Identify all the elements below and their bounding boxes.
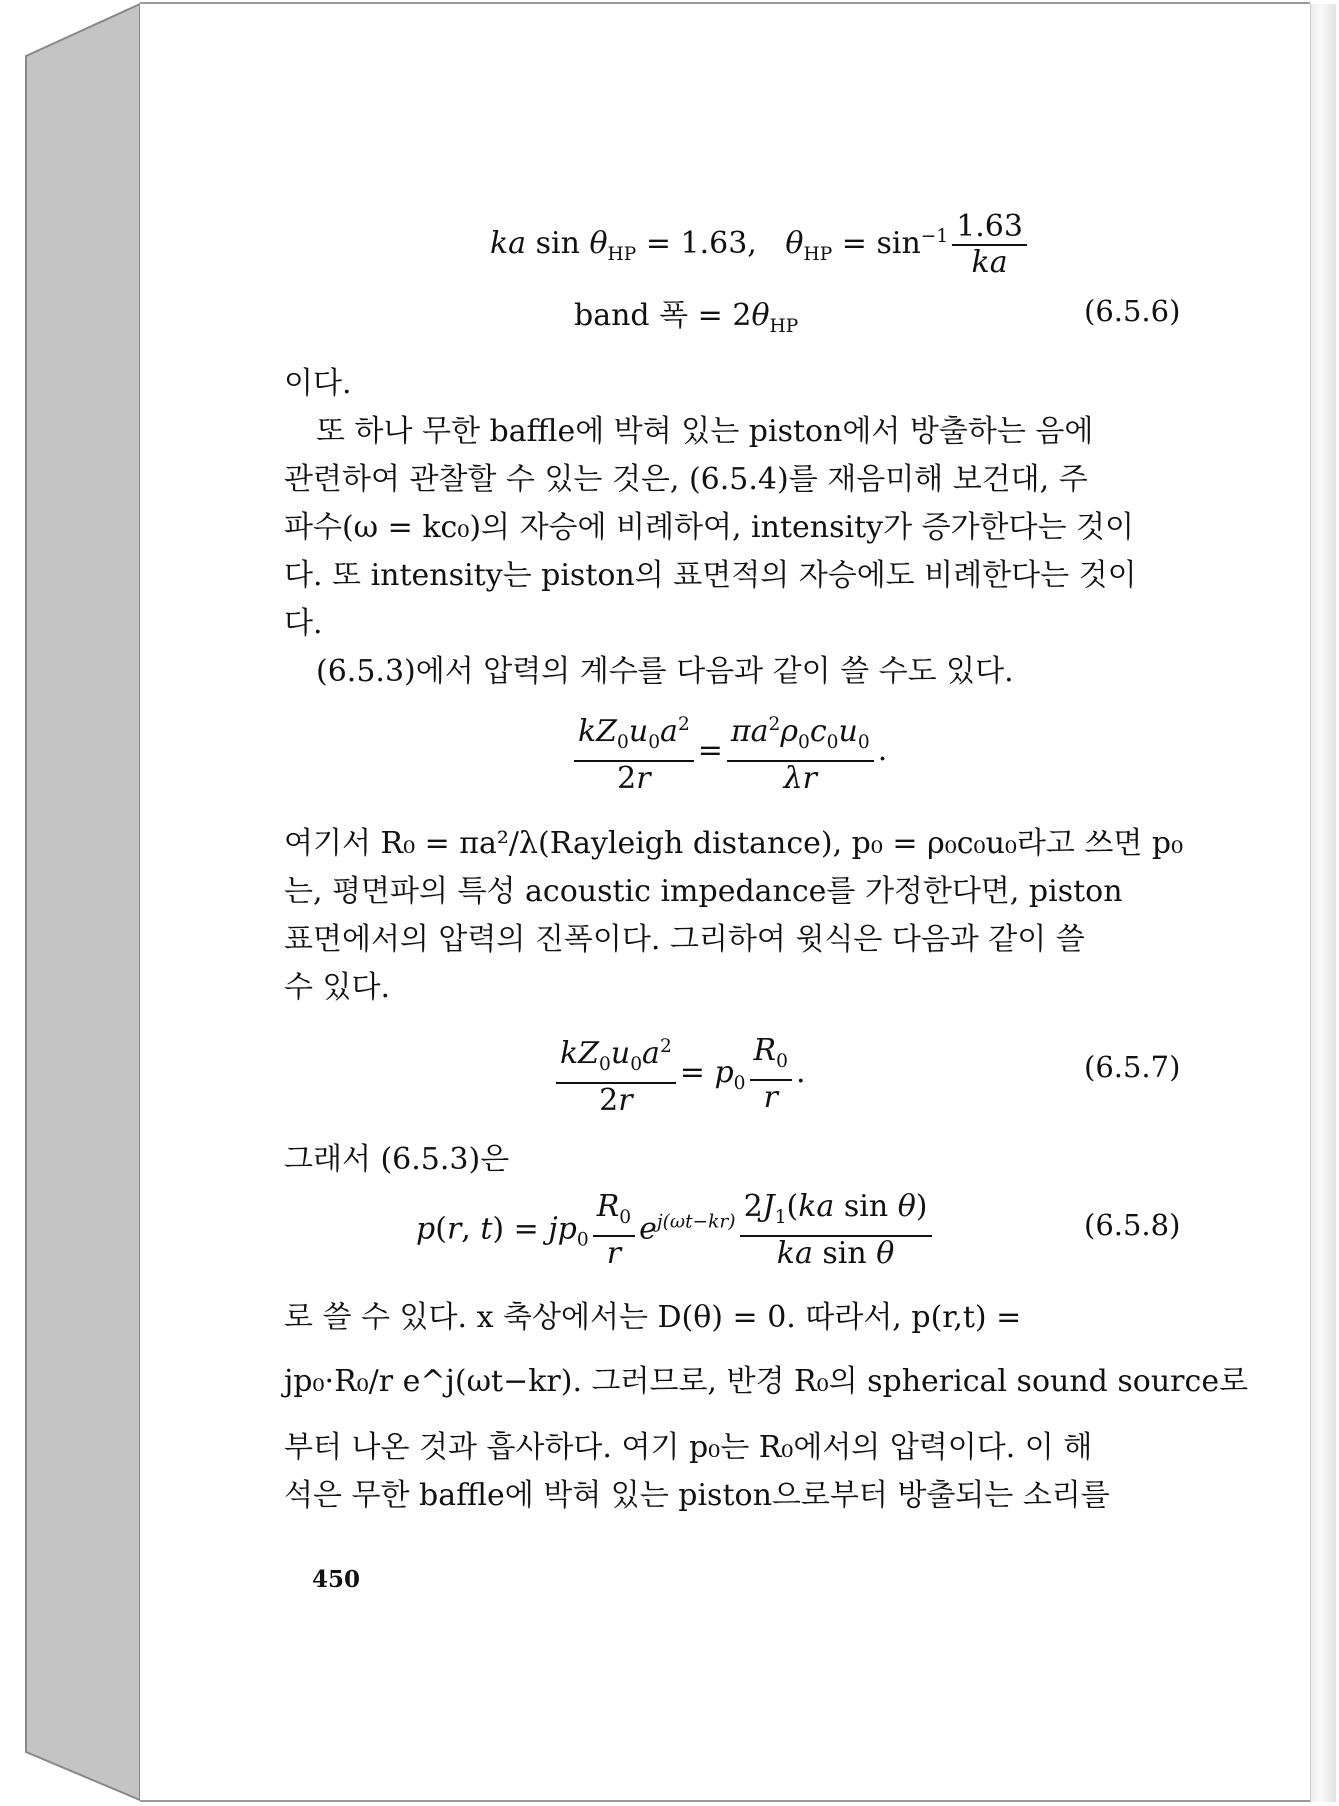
equation-number-6-5-7: (6.5.7) [1084, 1050, 1181, 1084]
paragraph-2-line-2: 관련하여 관찰할 수 있는 것은, (6.5.4)를 재음미해 보건대, 주 [284, 462, 1088, 497]
paragraph-6-line-3: 부터 나온 것과 흡사하다. 여기 p₀는 R₀에서의 압력이다. 이 해 [284, 1430, 1093, 1465]
paragraph-2-line-4: 다. 또 intensity는 piston의 표면적의 자승에도 비례한다는 것이 [284, 558, 1137, 593]
paragraph-5: 그래서 (6.5.3)은 [284, 1142, 510, 1177]
paragraph-4-line-1: 여기서 R₀ = πa²/λ(Rayleigh distance), p₀ = ρ₀c₀u₀라고 쓰면 p₀ [284, 826, 1184, 861]
equation-number-6-5-6: (6.5.6) [1084, 294, 1181, 328]
equation-number-6-5-8: (6.5.8) [1084, 1208, 1181, 1242]
paragraph-2-line-3: 파수(ω = kc₀)의 자승에 비례하여, intensity가 증가한다는 것이 [284, 510, 1134, 545]
equation-6-5-6-line2: band 폭 = $2\theta_{HP}$ [574, 298, 799, 337]
paragraph-2-line-1: 또 하나 무한 baffle에 박혀 있는 piston에서 방출하는 음에 [316, 414, 1094, 449]
paragraph-3: (6.5.3)에서 압력의 계수를 다음과 같이 쓸 수도 있다. [316, 654, 1014, 689]
paragraph-4-line-2: 는, 평면파의 특성 acoustic impedance를 가정한다면, piston [284, 874, 1123, 909]
paragraph-4-line-3: 표면에서의 압력의 진폭이다. 그리하여 윗식은 다음과 같이 쓸 [284, 922, 1085, 957]
equation-6-5-8: p(r, $t) = jp_0$ $\frac{R_0}{r}$ $e^{j(\omega t-kr)}$ $\frac{2J_1(ka \sin \theta)}{\text{ka sin θ}}$ [416, 1190, 936, 1271]
equation-6-5-7: $\frac{kZ_0u_0a^2}{2r}$ = $p_0$ $\frac{R_0}{r}$ . [552, 1030, 806, 1118]
page-number: 450 [312, 1566, 361, 1593]
paragraph-ida: 이다. [284, 366, 352, 401]
paragraph-4-line-4: 수 있다. [284, 970, 391, 1005]
equation-6-5-6-line1: ka $\sin \theta_{HP} = 1.63$, $\theta_{HP} = \sin^{-1}$ $\frac{1.63}{ka}$ [490, 210, 1031, 280]
paragraph-6-line-1: 로 쓸 수 있다. x 축상에서는 D(θ) = 0. 따라서, p(r,t) = [284, 1300, 1022, 1335]
paragraph-2-line-5: 다. [284, 606, 323, 641]
paragraph-6-line-2: jp₀·R₀/r e^j(ωt−kr). 그러므로, 반경 R₀의 spherical sound source로 [284, 1364, 1249, 1399]
book-spine-face [26, 4, 140, 1800]
page-stack-edge [1310, 4, 1336, 1802]
paragraph-6-line-4: 석은 무한 baffle에 박혀 있는 piston으로부터 방출되는 소리를 [284, 1478, 1110, 1513]
equation-pressure-coefficient: $\frac{kZ_0u_0a^2}{2r}$ = $\frac{\pi a^2\rho_0c_0u_0}{\lambda r}$ . [570, 708, 887, 796]
